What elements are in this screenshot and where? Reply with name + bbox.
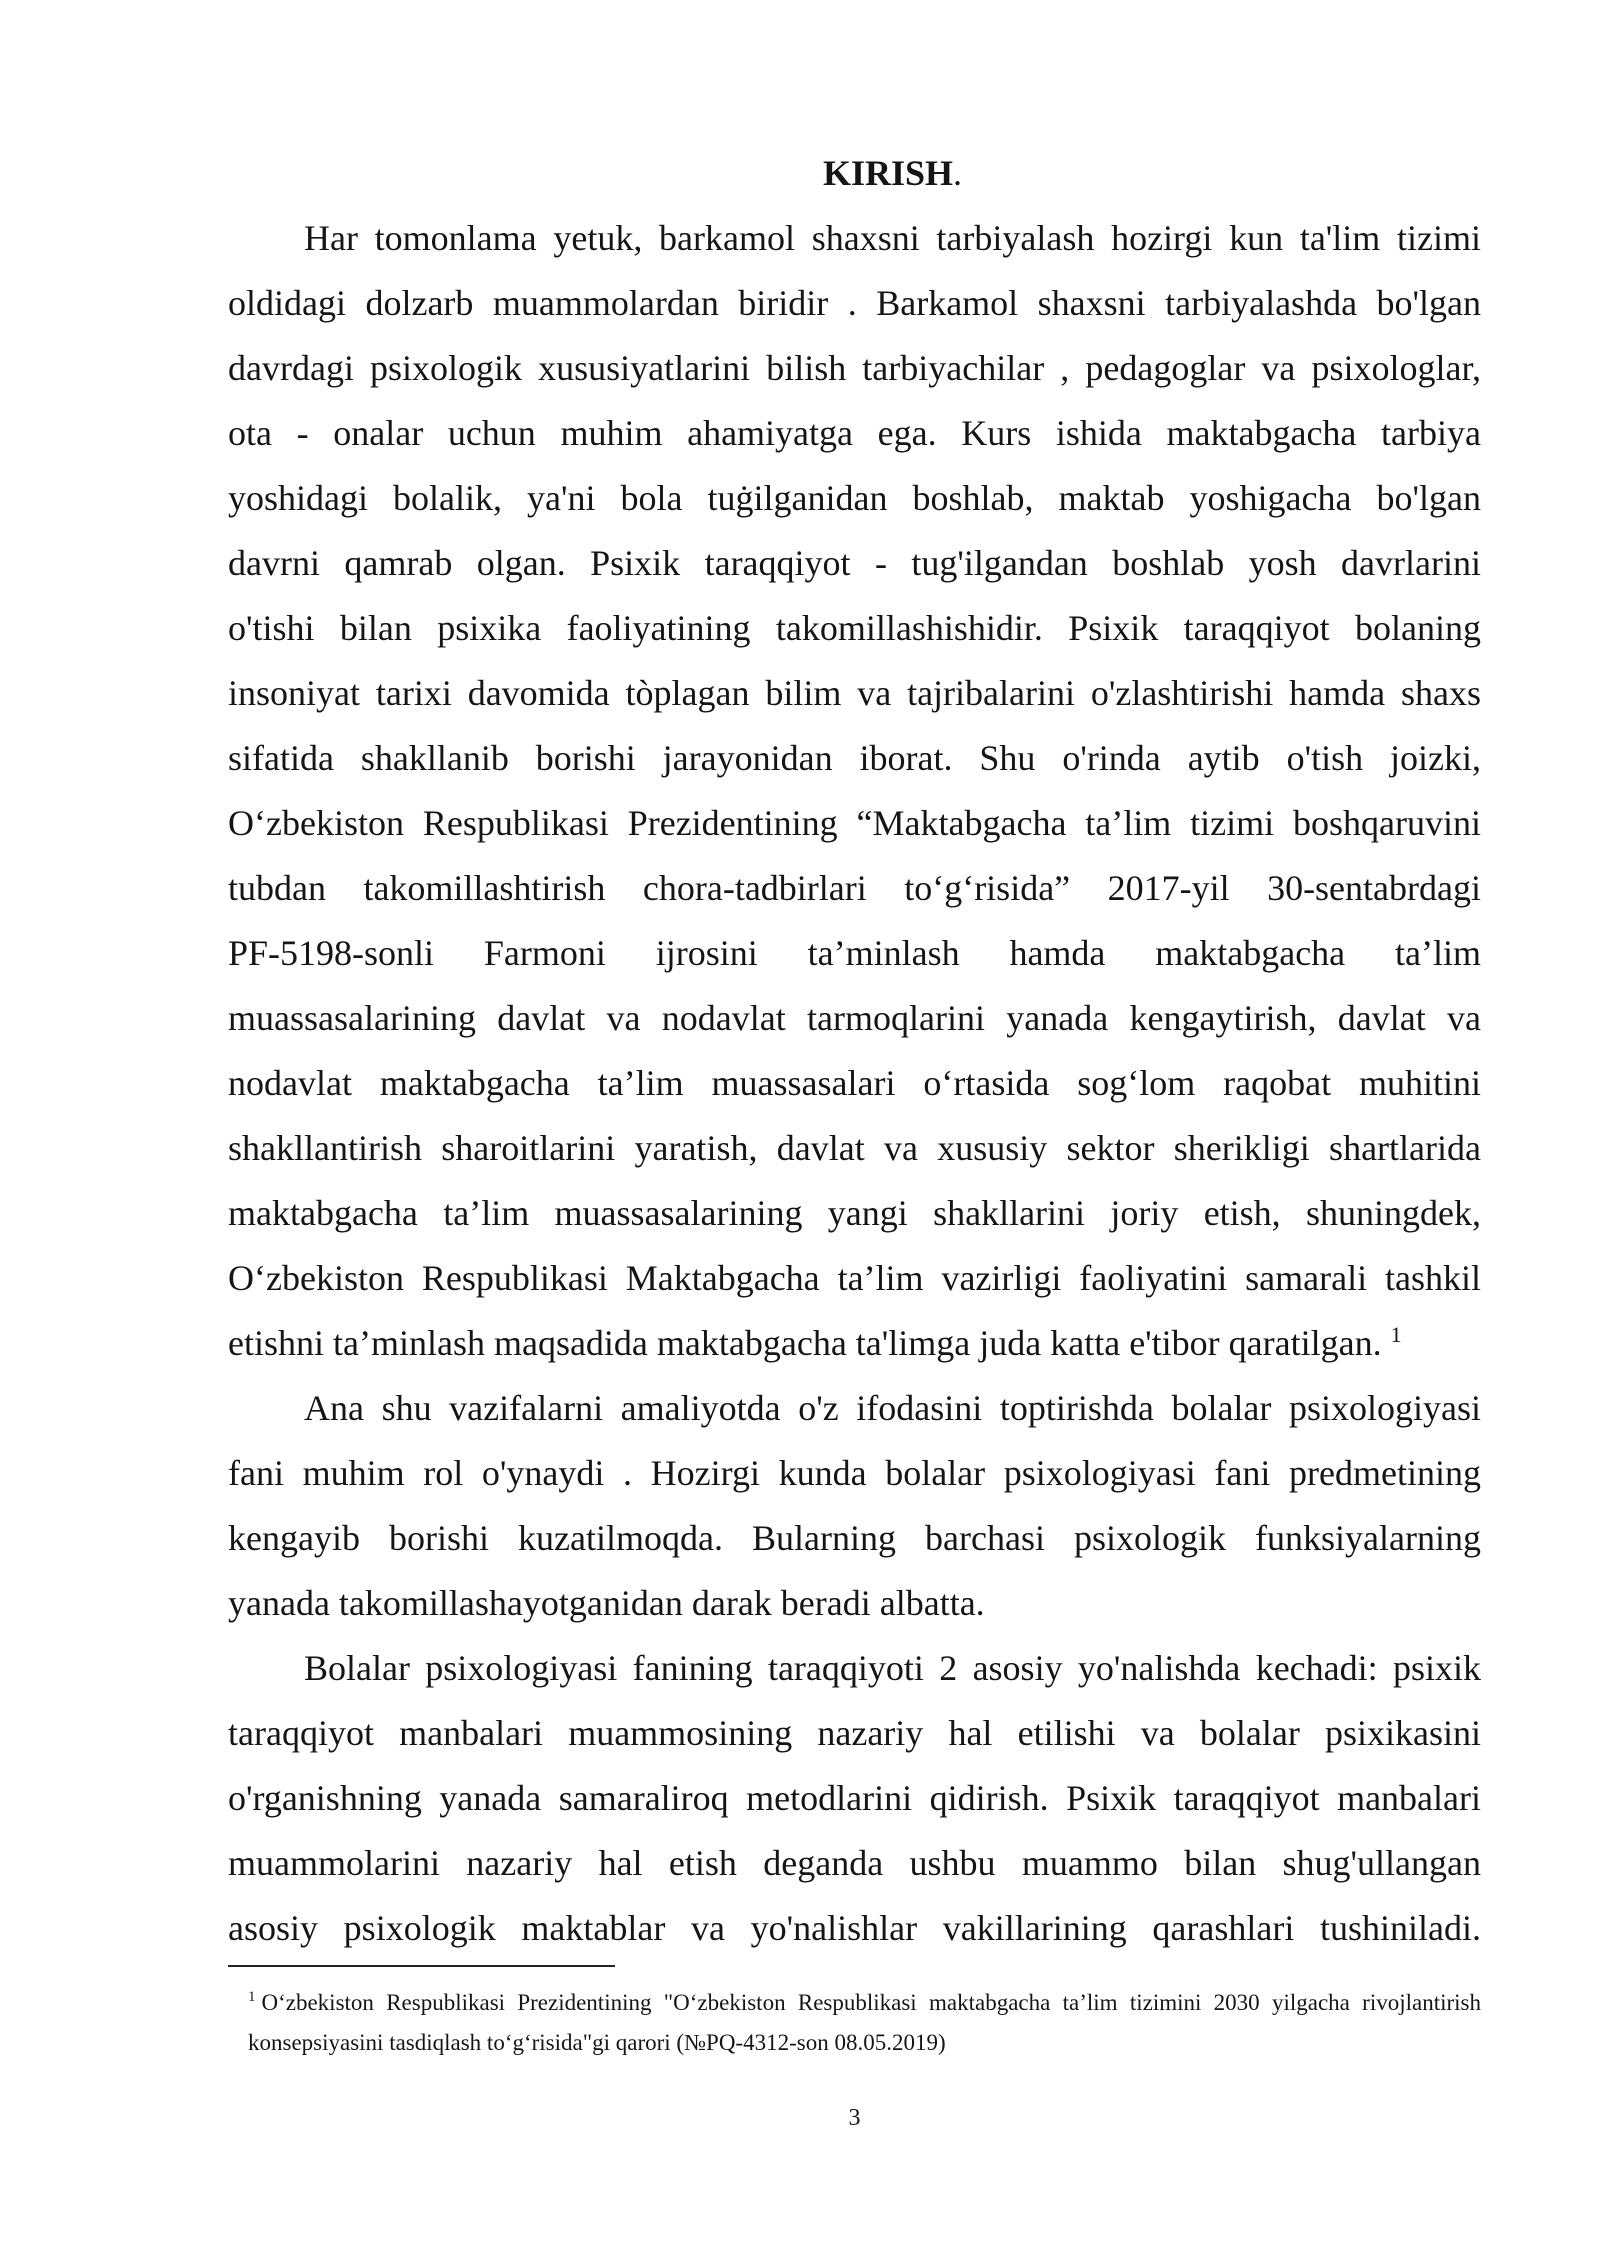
text-line: ota - onalar uchun muhim ahamiyatga ega. Kurs ishida maktabgacha tarbiya — [228, 413, 1481, 453]
footnote-line — [248, 1983, 1481, 2023]
text-line: insoniyat tarixi davomida tòplagan bilim va tajribalarini o'zlashtirishi hamda shaxs — [228, 673, 1481, 713]
text-line: o'tishi bilan psixika faoliyatining takomillashishidir. Psixik taraqqiyot bolaning — [228, 608, 1481, 648]
text-line: muassasalarining davlat va nodavlat tarmoqlarini yanada kengaytirish, davlat va — [228, 998, 1481, 1038]
footnote-reference[interactable]: 1 — [1390, 1322, 1402, 1347]
text-line: Bolalar psixologiyasi fanining taraqqiyoti 2 asosiy yo'nalishda kechadi: psixik — [304, 1648, 1481, 1688]
text-line: muammolarini nazariy hal etish deganda ushbu muammo bilan shug'ullangan — [228, 1843, 1481, 1883]
text-line: maktabgacha ta’lim muassasalarining yangi shakllarini joriy etish, shuningdek, — [228, 1193, 1481, 1233]
paragraph — [228, 206, 1481, 1376]
paragraph — [228, 1376, 1481, 1636]
footnote-marker: 1 — [248, 1989, 256, 2006]
text-line: taraqqiyot manbalari muammosining nazariy hal etilishi va bolalar psixikasini — [228, 1713, 1481, 1753]
page-title-punctuation: . — [953, 153, 963, 193]
page-title-text: KIRISH — [822, 153, 954, 193]
footnote-separator — [228, 1965, 615, 1967]
body-text — [228, 141, 1481, 1961]
text-line: shakllantirish sharoitlarini yaratish, davlat va xususiy sektor sherikligi shartlarida — [228, 1128, 1481, 1168]
footnote — [248, 1983, 1481, 2063]
text-line: Har tomonlama yetuk, barkamol shaxsni tarbiyalash hozirgi kun ta'lim tizimi — [304, 218, 1481, 258]
text-line: fani muhim rol o'ynaydi . Hozirgi kunda bolalar psixologiyasi fani predmetining — [228, 1453, 1481, 1493]
text-line: oldidagi dolzarb muammolardan biridir . Barkamol shaxsni tarbiyalashda bo'lgan — [228, 283, 1481, 323]
footnote-text: O‘zbekiston Respublikasi Prezidentining "O‘zbekiston Respublikasi maktabgacha ta’lim tizimini 2030 yilgacha rivojlantirish — [261, 1990, 1481, 2015]
footnote-line: konsepsiyasini tasdiqlash to‘g‘risida"gi qarori (№PQ-4312-son 08.05.2019) — [248, 2030, 946, 2055]
text-line — [228, 1311, 1481, 1376]
text-line: sifatida shakllanib borishi jarayonidan iborat. Shu o'rinda aytib o'tish joizki, — [228, 738, 1481, 778]
paragraph — [228, 1636, 1481, 1961]
text-line: davrdagi psixologik xususiyatlarini bilish tarbiyachilar , pedagoglar va psixologlar, — [228, 348, 1481, 388]
text-line: kengayib borishi kuzatilmoqda. Bularning barchasi psixologik funksiyalarning — [228, 1518, 1481, 1558]
text-line: yanada takomillashayotganidan darak beradi albatta. — [228, 1583, 985, 1623]
text-line: nodavlat maktabgacha ta’lim muassasalari o‘rtasida sog‘lom raqobat muhitini — [228, 1063, 1481, 1103]
text-line: tubdan takomillashtirish chora-tadbirlari to‘g‘risida” 2017-yil 30-sentabrdagi — [228, 868, 1481, 908]
text-line: O‘zbekiston Respublikasi Maktabgacha ta’lim vazirligi faoliyatini samarali tashkil — [228, 1258, 1481, 1298]
text-line: davrni qamrab olgan. Psixik taraqqiyot - tug'ilgandan boshlab yosh davrlarini — [228, 543, 1481, 583]
text-line: O‘zbekiston Respublikasi Prezidentining “Maktabgacha ta’lim tizimi boshqaruvini — [228, 803, 1481, 843]
text-line: PF-5198-sonli Farmoni ijrosini ta’minlash hamda maktabgacha ta’lim — [228, 933, 1481, 973]
text-line-content: etishni ta’minlash maqsadida maktabgacha ta'limga juda katta e'tibor qaratilgan. — [228, 1323, 1382, 1363]
text-line: o'rganishning yanada samaraliroq metodlarini qidirish. Psixik taraqqiyot manbalari — [228, 1778, 1481, 1818]
text-line: yoshidagi bolalik, ya'ni bola tuġilganidan boshlab, maktab yoshigacha bo'lgan — [228, 478, 1481, 518]
text-line: asosiy psixologik maktablar va yo'nalishlar vakillarining qarashlari tushiniladi. — [228, 1908, 1481, 1948]
page-title — [228, 141, 1481, 206]
text-line: Ana shu vazifalarni amaliyotda o'z ifodasini toptirishda bolalar psixologiyasi — [304, 1388, 1481, 1428]
page-number: 3 — [848, 2105, 861, 2131]
